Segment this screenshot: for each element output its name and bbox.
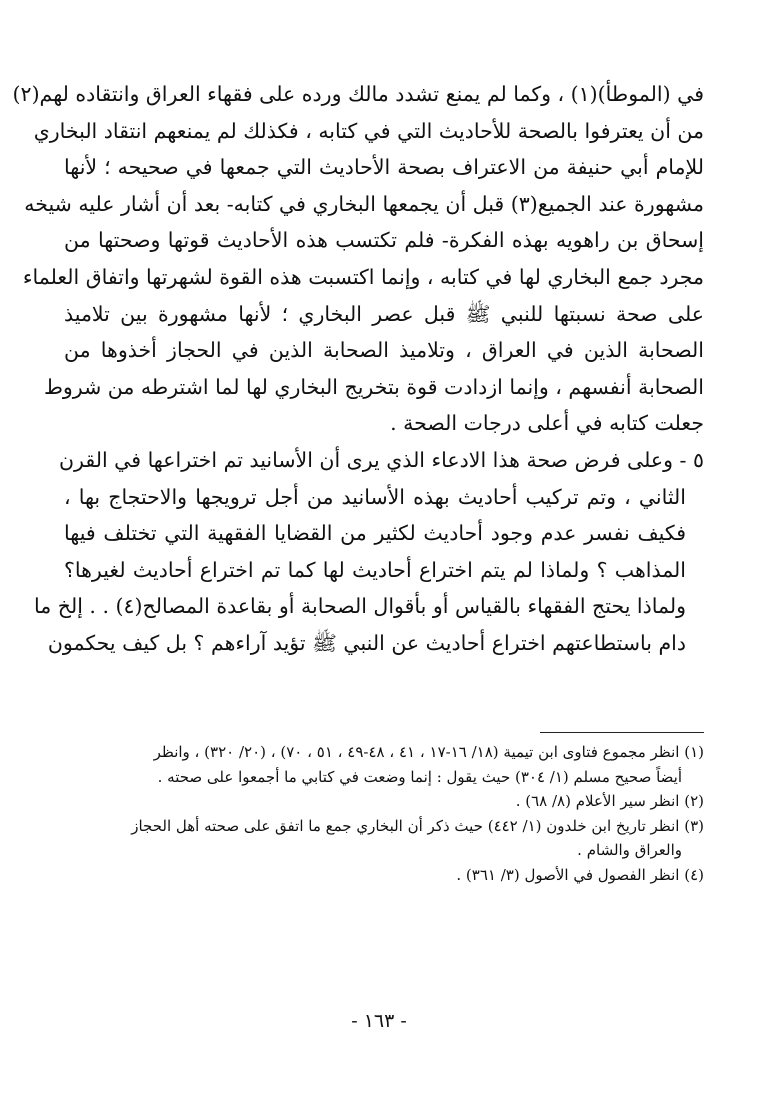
footnote-line: أيضاً صحيح مسلم (١/ ٣٠٤) حيث يقول : إنما وضعت في كتابي ما أجمعوا على صحته .	[157, 767, 682, 786]
text-line: مجرد جمع البخاري لها في كتابه ، وإنما اكتسبت هذه القوة لشهرتها واتفاق العلماء	[22, 264, 704, 289]
text-line: إسحاق بن راهويه بهذه الفكرة- فلم تكتسب هذه الأحاديث قوتها وصحتها من	[64, 228, 704, 253]
page-number: - ١٦٣ -	[351, 1010, 407, 1032]
text-line: ٥ - وعلى فرض صحة هذا الادعاء الذي يرى أن الأسانيد تم اختراعها في القرن	[58, 447, 704, 472]
text-line: المذاهب ؟ ولماذا لم يتم اختراع أحاديث لها كما تم اختراع أحاديث لغيرها؟	[64, 557, 686, 582]
text-line: ولماذا يحتج الفقهاء بالقياس أو بأقوال الصحابة أو بقاعدة المصالح(٤) . . إلخ ما	[34, 594, 686, 619]
footnote-line: والعراق والشام .	[577, 841, 682, 859]
footnote-line: (٤) انظر الفصول في الأصول (٣/ ٣٦١) .	[456, 865, 704, 884]
text-line: فكيف نفسر عدم وجود أحاديث لكثير من القضايا الفقهية التي تختلف فيها	[64, 521, 686, 546]
footnotes	[64, 740, 704, 887]
text-line: على صحة نسبتها للنبي ﷺ قبل عصر البخاري ؛ لأنها مشهورة بين تلاميذ	[64, 301, 704, 326]
footnote-separator	[540, 732, 704, 733]
text-line: الثاني ، وتم تركيب أحاديث بهذه الأسانيد من أجل ترويجها والاحتجاج بها ،	[64, 484, 686, 509]
footnote-line: (٣) انظر تاريخ ابن خلدون (١/ ٤٤٢) حيث ذكر أن البخاري جمع ما اتفق على صحته أهل الحجاز	[131, 816, 704, 835]
text-line: للإمام أبي حنيفة من الاعتراف بصحة الأحاديث التي جمعها في صحيحه ؛ لأنها	[64, 155, 704, 180]
footnote-line: (٢) انظر سير الأعلام (٨/ ٦٨) .	[515, 792, 704, 810]
text-line: في (الموطأ)(١) ، وكما لم يمنع تشدد مالك ورده على فقهاء العراق وانتقاده لهم(٢)	[12, 82, 704, 106]
text-line: من أن يعترفوا بالصحة للأحاديث التي في كتابه ، فكذلك لم يمنعهم انتقاد البخاري	[33, 118, 704, 143]
text-line: مشهورة عند الجميع(٣) قبل أن يجمعها البخاري في كتابه- بعد أن أشار عليه شيخه	[24, 191, 704, 216]
footnote-line: (١) انظر مجموع فتاوى ابن تيمية (١٨/ ١٦-١٧ ، ٤١ ، ٤٨-٤٩ ، ٥١ ، ٧٠) ، (٢٠/ ٣٢٠) ، وانظر	[153, 743, 704, 761]
text-line: دام باستطاعتهم اختراع أحاديث عن النبي ﷺ تؤيد آراءهم ؟ بل كيف يحكمون	[47, 630, 686, 655]
text-line: جعلت كتابه في أعلى درجات الصحة .	[390, 411, 704, 436]
main-text	[12, 76, 704, 662]
text-line: الصحابة الذين في العراق ، وتلاميذ الصحابة الذين في الحجاز أخذوها من	[64, 338, 704, 363]
text-line: الصحابة أنفسهم ، وإنما ازدادت قوة بتخريج البخاري لها لما اشترطه من شروط	[43, 374, 704, 399]
